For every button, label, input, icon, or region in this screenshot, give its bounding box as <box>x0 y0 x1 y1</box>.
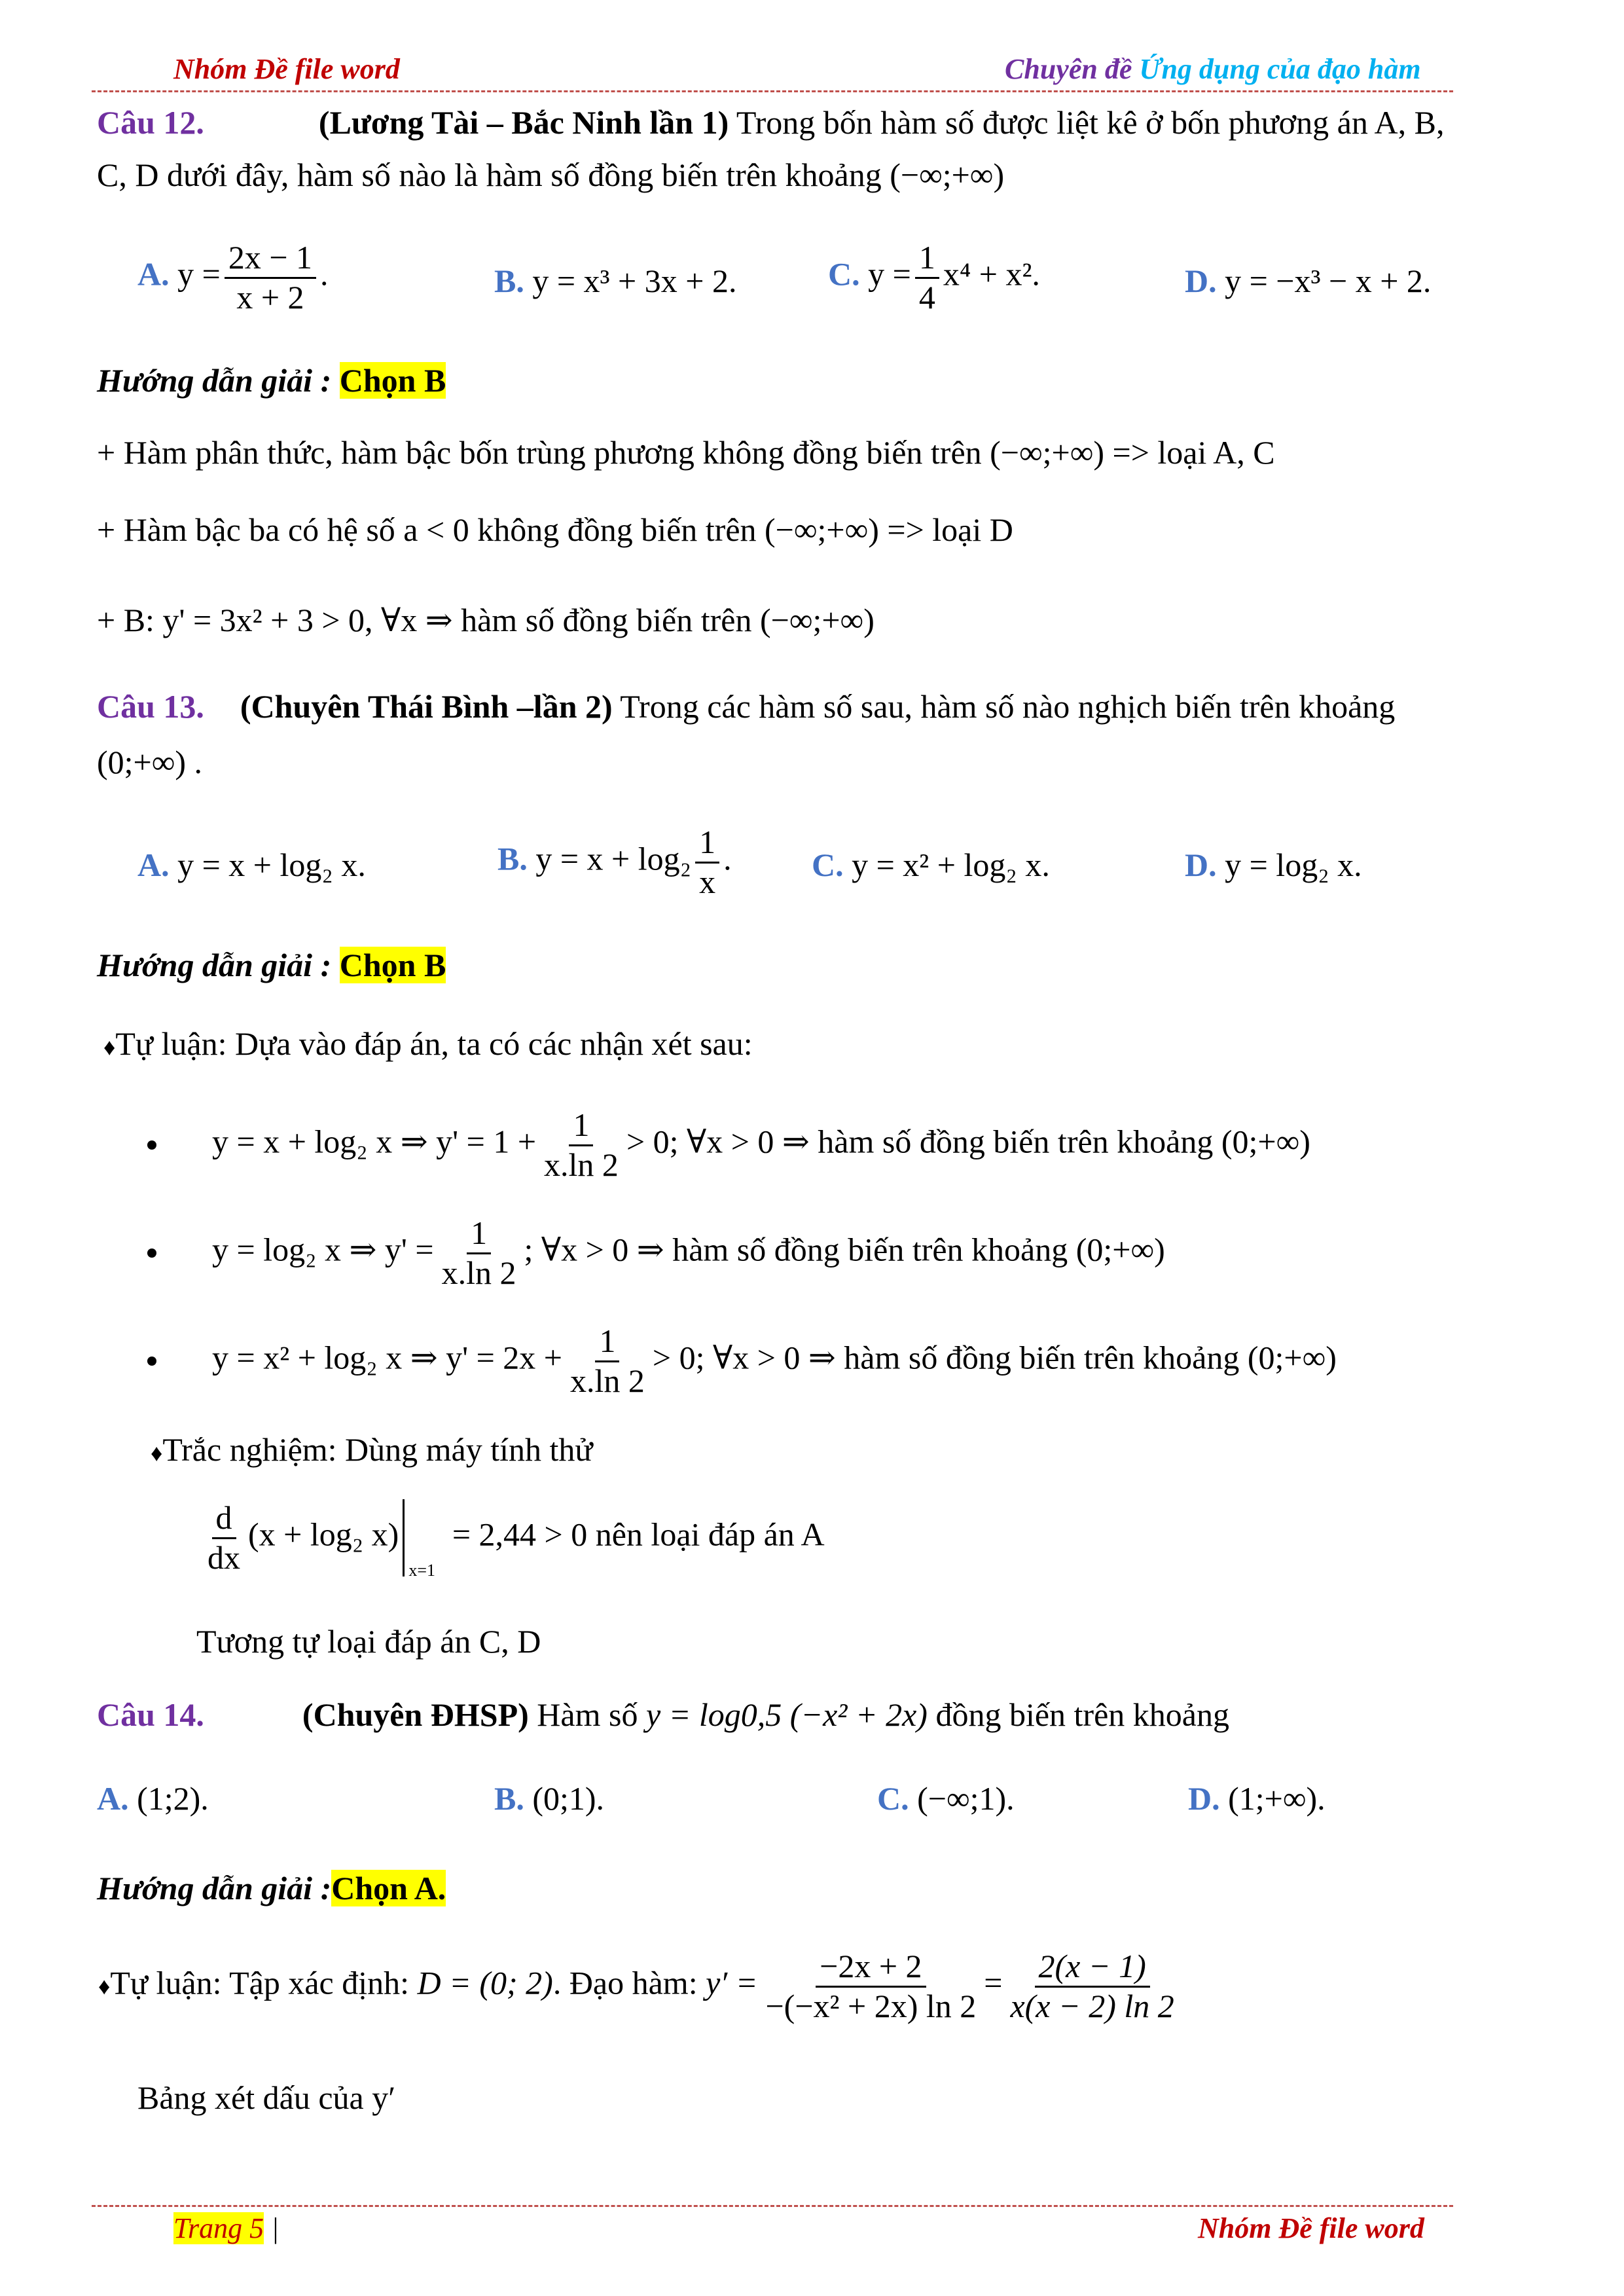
q14-frac2: $\frac{2(x - 1)}{x(x - 2) \ln 2}$ <box>1010 1948 1174 2024</box>
q12-reason-3: + B: y' = 3x² + 3 > 0, ∀x ⇒ hàm số đồng biến trên (−∞;+∞) <box>97 602 875 638</box>
bullet-dot-icon <box>147 1140 156 1150</box>
q14-sign-table-caption: Bảng xét dấu của y′ <box>137 2079 396 2116</box>
q12-reason-2: + Hàm bậc ba có hệ số a < 0 không đồng biến trên (−∞;+∞) => loại D <box>97 511 1013 548</box>
q13-bullet-3: y = x² + log₂ x ⇒ y' = 2x + $\frac{1}{x.\ln 2}$ > 0; ∀x > 0 ⇒ hàm số đồng biến trên khoảng (0;+∞) <box>147 1322 1337 1400</box>
header-left: Nhóm Đề file word <box>173 53 400 85</box>
q14-line1: Câu 14. (Chuyên ĐHSP) Hàm số y = log0,5 (−x² + 2x) đồng biến trên khoảng <box>97 1696 1229 1733</box>
q12-guide: Hướng dẫn giải : Chọn B <box>97 362 446 399</box>
diamond-bullet-icon: ♦ <box>103 1034 116 1061</box>
q13-guide: Hướng dẫn giải : Chọn B <box>97 947 446 983</box>
q13-b-fraction: $\frac{1}{x}$ <box>695 824 719 901</box>
q12-reason-1: + Hàm phân thức, hàm bậc bốn trùng phương không đồng biến trên (−∞;+∞) => loại A, C <box>97 434 1275 471</box>
q12-interval: (−∞;+∞) <box>890 156 1005 193</box>
q13-bullet-1: y = x + log₂ x ⇒ y' = 1 + $\frac{1}{x.\ln 2}$ > 0; ∀x > 0 ⇒ hàm số đồng biến trên khoảng (0;+∞) <box>147 1106 1310 1184</box>
footer-divider <box>92 2205 1453 2207</box>
q13-option-b: B. y = x + log₂ $\frac{1}{x}$ . <box>497 824 732 900</box>
q12-a-fraction: $\frac{2x - 1}{x + 2}$ <box>225 239 316 316</box>
q13-text1: Trong các hàm số sau, hàm số nào nghịch biến trên khoảng <box>620 688 1396 725</box>
bullet-dot-icon <box>147 1357 156 1366</box>
footer-left: Trang 5 | <box>173 2212 280 2244</box>
q13-option-c: C. y = x² + log₂ x. <box>812 847 1050 883</box>
q12-answer: Chọn B <box>339 362 446 399</box>
q13-source: (Chuyên Thái Bình –lần 2) <box>240 688 613 725</box>
header-right <box>1005 52 1421 86</box>
q12-option-d: D. y = −x³ − x + 2. <box>1185 263 1432 299</box>
q14-guide: Hướng dẫn giải :Chọn A. <box>97 1870 446 1906</box>
q13-bullet-2: y = log₂ x ⇒ y' = $\frac{1}{x.\ln 2}$ ; ∀x > 0 ⇒ hàm số đồng biến trên khoảng (0;+∞) <box>147 1214 1165 1292</box>
q14-function: y = log0,5 (−x² + 2x) <box>645 1696 928 1733</box>
q14-label: Câu 14. <box>97 1696 204 1733</box>
evaluation-bar: x=1 <box>403 1499 405 1576</box>
q13-answer: Chọn B <box>339 947 446 983</box>
q12-c-fraction: $\frac{1}{4}$ <box>915 239 939 316</box>
q14-frac1: $\frac{-2x + 2}{\text{−(−x² + 2x) ln 2}}$ <box>765 1948 977 2024</box>
q13-calc: $\frac{d}{dx}$ (x + log₂ x) x=1 = 2,44 > 0 nên loại đáp án A <box>200 1499 825 1576</box>
q12-option-c: C. y = $\frac{1}{4}$ x⁴ + x². <box>828 239 1040 316</box>
q13-label: Câu 13. <box>97 688 204 725</box>
page-number: Trang 5 <box>173 2212 264 2244</box>
q14-answer: Chọn A. <box>331 1870 446 1906</box>
q12-text2: C, D dưới đây, hàm số nào là hàm số đồng biến trên khoảng <box>97 156 882 193</box>
bullet-dot-icon <box>147 1248 156 1258</box>
q12-source: (Lương Tài – Bắc Ninh lần 1) <box>318 104 729 141</box>
q12-text1: Trong bốn hàm số được liệt kê ở bốn phương án A, B, <box>736 104 1445 141</box>
q13-line1 <box>97 687 1395 725</box>
q13-option-a: A. y = x + log₂ x. <box>137 847 366 883</box>
q12-line1 <box>97 103 1445 141</box>
q12-line2 <box>97 156 1004 194</box>
derivative-operator: $\frac{d}{dx}$ <box>208 1499 240 1576</box>
q14-tuluan: ♦Tự luận: Tập xác định: D = (0; 2). Đạo hàm: y′ = $\frac{-2x + 2}{\text{−(−x² + 2x) ln 2}}$ = $\frac{2(x - 1)}{x(x - 2) \ln 2}$ <box>98 1948 1182 2025</box>
diamond-bullet-icon: ♦ <box>151 1440 163 1467</box>
header-right-topic: Ứng dụng của đạo hàm <box>1139 53 1421 85</box>
q14-option-d: D. (1;+∞). <box>1188 1780 1326 1817</box>
q13-text2: (0;+∞) . <box>97 744 203 780</box>
q13-similar: Tương tự loại đáp án C, D <box>196 1623 541 1660</box>
q13-option-d: D. y = log₂ x. <box>1185 847 1362 883</box>
q14-option-c: C. (−∞;1). <box>877 1780 1015 1817</box>
header-divider <box>92 90 1453 92</box>
q14-source: (Chuyên ĐHSP) <box>302 1696 529 1733</box>
q13-tracnghiem: ♦Trắc nghiệm: Dùng máy tính thử <box>151 1431 593 1468</box>
q13-tuluan: ♦Tự luận: Dựa vào đáp án, ta có các nhận xét sau: <box>103 1025 753 1062</box>
q12-option-b: B. y = x³ + 3x + 2. <box>494 263 737 299</box>
header-right-prefix: Chuyên đề <box>1005 53 1132 85</box>
q14-option-b: B. (0;1). <box>494 1780 605 1817</box>
q14-option-a: A. (1;2). <box>97 1780 209 1817</box>
diamond-bullet-icon: ♦ <box>98 1973 111 1999</box>
q12-option-a: A. y = $\frac{2x - 1}{x + 2}$ . <box>137 239 329 316</box>
footer-right: Nhóm Đề file word <box>1198 2212 1424 2244</box>
q12-label: Câu 12. <box>97 104 204 141</box>
